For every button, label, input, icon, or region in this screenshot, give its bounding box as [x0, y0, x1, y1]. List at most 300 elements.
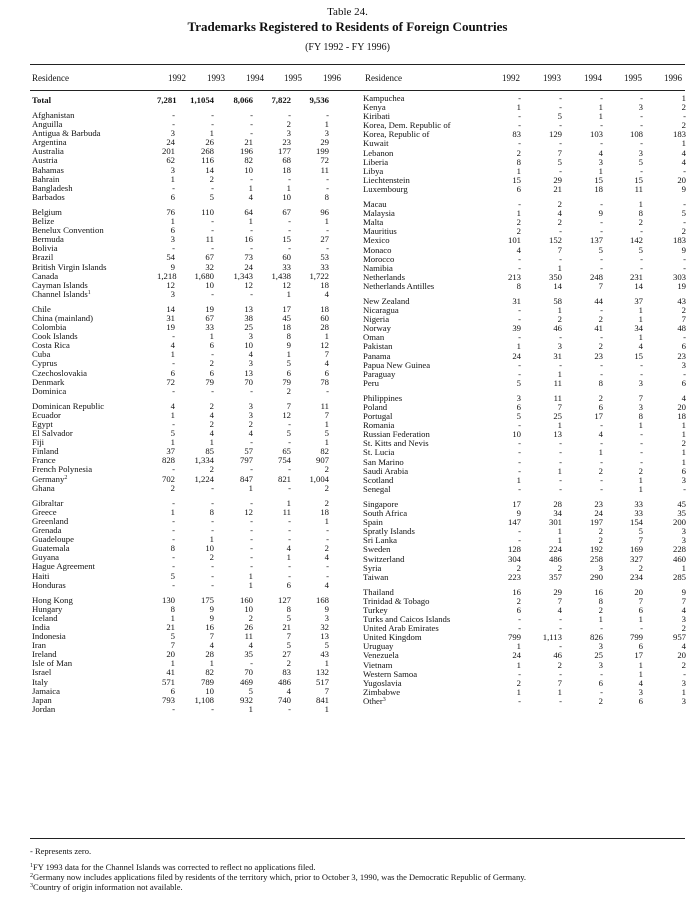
year-value-1995: -: [603, 458, 643, 467]
residence-label: Canada: [32, 272, 58, 281]
year-value-1995: 142: [603, 236, 643, 245]
year-value-1993: 789: [175, 678, 214, 687]
year-value-1996: 18: [291, 508, 329, 517]
year-value-1993: 13: [521, 430, 562, 439]
year-value-1992: -: [490, 361, 521, 370]
year-value-1994: -: [214, 465, 253, 474]
year-value-1993: 11: [521, 394, 562, 403]
residence-label: Jamaica: [32, 687, 60, 696]
year-value-1993: 2: [521, 564, 562, 573]
year-value-1995: 740: [253, 696, 291, 705]
year-value-1996: 2: [291, 544, 329, 553]
table-row: [363, 439, 686, 448]
residence-name: [363, 564, 490, 573]
year-value-1996: 1: [643, 448, 686, 457]
residence-label: French Polynesia: [32, 465, 92, 474]
year-value-1996: 7: [643, 315, 686, 324]
residence-name: [32, 387, 157, 396]
residence-name: [363, 661, 490, 670]
residence-name: [363, 342, 490, 351]
year-value-1994: 25: [562, 651, 603, 660]
year-value-1993: -: [521, 94, 562, 103]
table-row: [32, 429, 329, 438]
year-value-1994: 2: [562, 606, 603, 615]
year-value-1996: 27: [291, 235, 329, 244]
residence-label: Malta: [363, 218, 383, 227]
year-value-1993: 67: [175, 314, 214, 323]
table-row: [32, 526, 329, 535]
year-value-1995: 5: [603, 246, 643, 255]
year-value-1996: 9: [643, 246, 686, 255]
residence-name: [363, 282, 490, 291]
residence-label: Egypt: [32, 420, 53, 429]
year-value-1993: 1: [175, 332, 214, 341]
year-value-1993: -: [175, 226, 214, 235]
year-value-1992: 2: [490, 218, 521, 227]
residence-name: [32, 499, 157, 508]
year-value-1992: 1: [157, 659, 175, 668]
year-value-1994: -: [214, 535, 253, 544]
year-value-1992: 9: [490, 509, 521, 518]
year-value-1996: -: [643, 255, 686, 264]
year-value-1993: 2: [175, 359, 214, 368]
year-value-1996: 60: [291, 314, 329, 323]
residence-label: Hungary: [32, 605, 62, 614]
year-value-1995: 2: [253, 120, 291, 129]
residence-label: Italy: [32, 678, 48, 687]
year-value-1993: -: [521, 615, 562, 624]
year-value-1994: -: [214, 438, 253, 447]
residence-name: [32, 614, 157, 623]
year-value-1992: -: [490, 255, 521, 264]
year-value-1994: 16: [562, 588, 603, 597]
residence-label: Turkey: [363, 606, 388, 615]
year-value-1992: -: [490, 697, 521, 706]
year-value-1993: 67: [175, 253, 214, 262]
year-value-1993: -: [521, 458, 562, 467]
residence-label: Hague Agreement: [32, 562, 95, 571]
year-value-1995: -: [253, 526, 291, 535]
year-value-1993: -: [521, 476, 562, 485]
residence-name: [363, 615, 490, 624]
residence-label: San Marino: [363, 458, 404, 467]
year-value-1993: 10: [175, 687, 214, 696]
column-header-year-left: 1995: [284, 73, 302, 84]
year-value-1993: 25: [521, 412, 562, 421]
residence-label: Bahrain: [32, 175, 60, 184]
year-value-1996: 1: [643, 421, 686, 430]
year-value-1995: 3: [603, 149, 643, 158]
year-value-1995: -: [603, 255, 643, 264]
year-value-1996: -: [291, 562, 329, 571]
residence-name: [363, 642, 490, 651]
year-value-1996: 6: [643, 342, 686, 351]
year-value-1994: -: [562, 485, 603, 494]
year-value-1993: -: [175, 290, 214, 299]
year-value-1992: 1: [157, 350, 175, 359]
year-value-1994: 2: [214, 420, 253, 429]
residence-name: [32, 314, 157, 323]
residence-name: [363, 121, 490, 130]
year-value-1995: 21: [253, 623, 291, 632]
residence-label: Pakistan: [363, 342, 392, 351]
year-value-1994: 160: [214, 596, 253, 605]
year-value-1995: 4: [253, 544, 291, 553]
year-value-1994: -: [214, 226, 253, 235]
residence-name: [363, 485, 490, 494]
left-column-rows: [32, 94, 329, 714]
year-value-1994: 3: [214, 402, 253, 411]
table-row: [32, 120, 329, 129]
year-value-1994: 70: [214, 668, 253, 677]
year-value-1994: 196: [214, 147, 253, 156]
year-value-1992: -: [490, 112, 521, 121]
residence-name: [32, 465, 157, 474]
year-value-1995: 6: [603, 642, 643, 651]
year-value-1996: 1: [291, 120, 329, 129]
year-value-1992: -: [157, 581, 175, 590]
table-row: [32, 632, 329, 641]
residence-name: [363, 130, 490, 139]
residence-name: [363, 324, 490, 333]
year-value-1996: 28: [291, 323, 329, 332]
table-row: [363, 306, 686, 315]
year-value-1995: 3: [603, 379, 643, 388]
year-value-1996: 45: [643, 500, 686, 509]
year-value-1993: 46: [521, 324, 562, 333]
residence-label: France: [32, 456, 56, 465]
year-value-1995: -: [603, 112, 643, 121]
year-value-1996: -: [643, 200, 686, 209]
year-value-1993: -: [175, 484, 214, 493]
year-value-1993: 32: [175, 263, 214, 272]
year-value-1996: 4: [643, 158, 686, 167]
year-value-1992: -: [490, 536, 521, 545]
year-value-1992: -: [490, 333, 521, 342]
year-value-1993: -: [175, 244, 214, 253]
year-value-1993: -: [175, 499, 214, 508]
residence-name: [32, 175, 157, 184]
residence-name: [32, 402, 157, 411]
year-value-1995: -: [603, 139, 643, 148]
year-value-1992: 799: [490, 633, 521, 642]
year-value-1996: -: [291, 111, 329, 120]
year-value-1992: 130: [157, 596, 175, 605]
year-value-1995: 11: [603, 185, 643, 194]
table-row: [363, 403, 686, 412]
table-row: [363, 476, 686, 485]
year-value-1996: 4: [291, 581, 329, 590]
residence-label: Switzerland: [363, 555, 405, 564]
year-value-1992: 7: [157, 641, 175, 650]
year-value-1994: 1: [214, 217, 253, 226]
year-value-1992: 6: [490, 606, 521, 615]
year-value-1996: 6: [291, 369, 329, 378]
year-value-1995: 4: [603, 679, 643, 688]
year-value-1995: 1: [603, 306, 643, 315]
table-row: [363, 149, 686, 158]
year-value-1994: 2: [562, 536, 603, 545]
year-value-1994: -: [562, 361, 603, 370]
year-value-1994: 932: [214, 696, 253, 705]
year-value-1994: 2: [562, 342, 603, 351]
residence-label: Portugal: [363, 412, 392, 421]
year-value-1994: 7: [562, 282, 603, 291]
year-value-1996: -: [643, 333, 686, 342]
residence-name: [32, 526, 157, 535]
table-row: [363, 218, 686, 227]
year-value-1993: -: [175, 517, 214, 526]
residence-name: [32, 650, 157, 659]
year-value-1996: -: [643, 485, 686, 494]
year-value-1995: 2: [603, 467, 643, 476]
year-value-1992: 128: [490, 545, 521, 554]
year-value-1996: -: [643, 167, 686, 176]
year-value-1995: 1,438: [253, 272, 291, 281]
year-value-1993: 28: [175, 650, 214, 659]
year-value-1992: -: [490, 448, 521, 457]
table-header: [0, 6, 695, 54]
year-value-1992: 101: [490, 236, 521, 245]
year-value-1996: 1: [291, 217, 329, 226]
table-row: [32, 111, 329, 120]
year-value-1992: 1: [157, 217, 175, 226]
year-value-1993: 10: [175, 281, 214, 290]
year-value-1994: 4: [214, 193, 253, 202]
residence-name: [32, 193, 157, 202]
year-value-1994: 8: [562, 597, 603, 606]
table-row: [32, 193, 329, 202]
year-value-1995: 5: [253, 359, 291, 368]
table-row: [363, 139, 686, 148]
year-value-1996: 18: [291, 281, 329, 290]
residence-label: Thailand: [363, 588, 394, 597]
year-value-1996: 32: [291, 623, 329, 632]
year-value-1996: 1: [291, 517, 329, 526]
table-row: [32, 217, 329, 226]
year-value-1992: 702: [157, 475, 175, 484]
year-value-1992: -: [490, 370, 521, 379]
year-value-1992: -: [490, 306, 521, 315]
year-value-1992: 4: [157, 341, 175, 350]
residence-name: [363, 352, 490, 361]
year-value-1992: 20: [157, 650, 175, 659]
year-value-1996: 5: [291, 641, 329, 650]
residence-name: [363, 476, 490, 485]
year-value-1996: -: [643, 670, 686, 679]
year-value-1996: 1: [643, 94, 686, 103]
year-value-1992: 7,281: [157, 94, 175, 106]
table-row: [363, 606, 686, 615]
year-value-1996: 9: [291, 605, 329, 614]
footnotes: [30, 846, 526, 892]
year-value-1992: 1: [490, 103, 521, 112]
year-value-1994: 6: [562, 403, 603, 412]
year-value-1993: 29: [521, 588, 562, 597]
residence-name: [32, 517, 157, 526]
residence-name: [363, 176, 490, 185]
year-value-1993: -: [175, 387, 214, 396]
year-value-1992: 1: [490, 642, 521, 651]
year-value-1993: 7: [521, 246, 562, 255]
year-value-1996: -: [291, 526, 329, 535]
year-value-1992: 5: [157, 632, 175, 641]
year-value-1994: 10: [214, 166, 253, 175]
table-row: [363, 458, 686, 467]
year-value-1993: -: [175, 572, 214, 581]
year-value-1993: 2: [175, 420, 214, 429]
year-value-1995: 1: [253, 290, 291, 299]
residence-label: Spain: [363, 518, 383, 527]
year-value-1996: 460: [643, 555, 686, 564]
year-value-1995: 15: [603, 176, 643, 185]
table-row: [363, 679, 686, 688]
year-value-1996: 2: [643, 227, 686, 236]
residence-label: Guadeloupe: [32, 535, 74, 544]
column-header-year-right: 1995: [624, 73, 642, 84]
year-value-1996: 72: [291, 156, 329, 165]
year-value-1994: -: [562, 439, 603, 448]
year-value-1995: 154: [603, 518, 643, 527]
year-value-1993: -: [175, 562, 214, 571]
year-value-1992: -: [490, 139, 521, 148]
year-value-1995: 68: [253, 156, 291, 165]
year-value-1995: 1: [603, 200, 643, 209]
residence-label: Sweden: [363, 545, 391, 554]
residence-label: Honduras: [32, 581, 66, 590]
year-value-1993: 6: [175, 341, 214, 350]
year-value-1992: -: [157, 535, 175, 544]
table-title: Trademarks Registered to Residents of Foreign Countries: [0, 19, 695, 35]
year-value-1995: 1: [603, 476, 643, 485]
year-value-1996: 12: [291, 341, 329, 350]
residence-name: [363, 315, 490, 324]
year-value-1995: 1: [603, 615, 643, 624]
year-value-1996: 9,536: [291, 94, 329, 106]
table-row: [32, 341, 329, 350]
year-value-1995: 79: [253, 378, 291, 387]
year-value-1993: 34: [521, 509, 562, 518]
year-value-1993: 7: [175, 632, 214, 641]
year-value-1994: 1,343: [214, 272, 253, 281]
year-value-1995: -: [603, 448, 643, 457]
year-value-1993: 82: [175, 668, 214, 677]
year-value-1996: 303: [643, 273, 686, 282]
residence-name: [32, 572, 157, 581]
year-value-1993: 2: [175, 553, 214, 562]
year-value-1994: -: [214, 526, 253, 535]
residence-name: [32, 129, 157, 138]
year-value-1993: 268: [175, 147, 214, 156]
year-value-1996: 2: [643, 103, 686, 112]
year-value-1993: 1: [521, 527, 562, 536]
residence-name: [363, 421, 490, 430]
year-value-1992: 62: [157, 156, 175, 165]
year-value-1992: 21: [157, 623, 175, 632]
year-value-1992: 223: [490, 573, 521, 582]
residence-label: Monaco: [363, 246, 391, 255]
year-value-1996: 3: [291, 129, 329, 138]
footnote-mark: 3: [30, 883, 33, 889]
year-value-1992: 31: [490, 297, 521, 306]
residence-name: [32, 341, 157, 350]
year-value-1994: 11: [214, 632, 253, 641]
year-value-1995: 1: [253, 499, 291, 508]
residence-name: [363, 624, 490, 633]
year-value-1994: -: [214, 244, 253, 253]
residence-label: Philippines: [363, 394, 402, 403]
table-row: [363, 185, 686, 194]
table-bottom-rule: [30, 838, 685, 839]
residence-label: Syria: [363, 564, 381, 573]
table-row: [32, 605, 329, 614]
year-value-1992: 201: [157, 147, 175, 156]
residence-name: [32, 438, 157, 447]
year-value-1994: -: [562, 670, 603, 679]
year-value-1995: -: [253, 484, 291, 493]
year-value-1996: 2: [291, 499, 329, 508]
residence-label: Western Samoa: [363, 670, 417, 679]
year-value-1994: 2: [562, 527, 603, 536]
residence-name: [32, 508, 157, 517]
year-value-1992: 5: [157, 429, 175, 438]
table-row: [32, 581, 329, 590]
year-value-1992: -: [490, 121, 521, 130]
year-value-1992: 1: [157, 175, 175, 184]
residence-label: Ireland: [32, 650, 57, 659]
year-value-1994: -: [562, 218, 603, 227]
year-value-1995: 7,822: [253, 94, 291, 106]
year-value-1992: 41: [157, 668, 175, 677]
residence-label: Jordan: [32, 705, 55, 714]
year-value-1996: 2: [643, 121, 686, 130]
year-value-1996: 841: [291, 696, 329, 705]
residence-name: [32, 420, 157, 429]
year-value-1994: -: [562, 306, 603, 315]
year-value-1992: 1: [157, 438, 175, 447]
year-value-1993: -: [521, 361, 562, 370]
year-value-1995: -: [253, 572, 291, 581]
year-value-1995: 6: [603, 606, 643, 615]
table-row: [363, 236, 686, 245]
year-value-1995: -: [253, 217, 291, 226]
residence-label: Haiti: [32, 572, 49, 581]
year-value-1992: 6: [490, 185, 521, 194]
residence-label: Peru: [363, 379, 379, 388]
residence-label: Dominica: [32, 387, 66, 396]
table-row: [363, 94, 686, 103]
table-row: [32, 323, 329, 332]
residence-name: [32, 687, 157, 696]
year-value-1994: 103: [562, 130, 603, 139]
year-value-1992: 1: [490, 167, 521, 176]
residence-label: Guatemala: [32, 544, 70, 553]
residence-name: [363, 167, 490, 176]
year-value-1994: 248: [562, 273, 603, 282]
trademark-table: [0, 64, 695, 839]
year-value-1993: 11: [175, 235, 214, 244]
year-value-1994: 2: [562, 394, 603, 403]
year-value-1993: 2: [521, 661, 562, 670]
residence-label: Poland: [363, 403, 387, 412]
residence-label: Yugoslavia: [363, 679, 402, 688]
year-value-1992: 24: [490, 352, 521, 361]
year-value-1995: 3: [603, 688, 643, 697]
year-value-1992: 828: [157, 456, 175, 465]
year-value-1996: 2: [291, 484, 329, 493]
year-value-1992: 15: [490, 176, 521, 185]
year-value-1995: 231: [603, 273, 643, 282]
